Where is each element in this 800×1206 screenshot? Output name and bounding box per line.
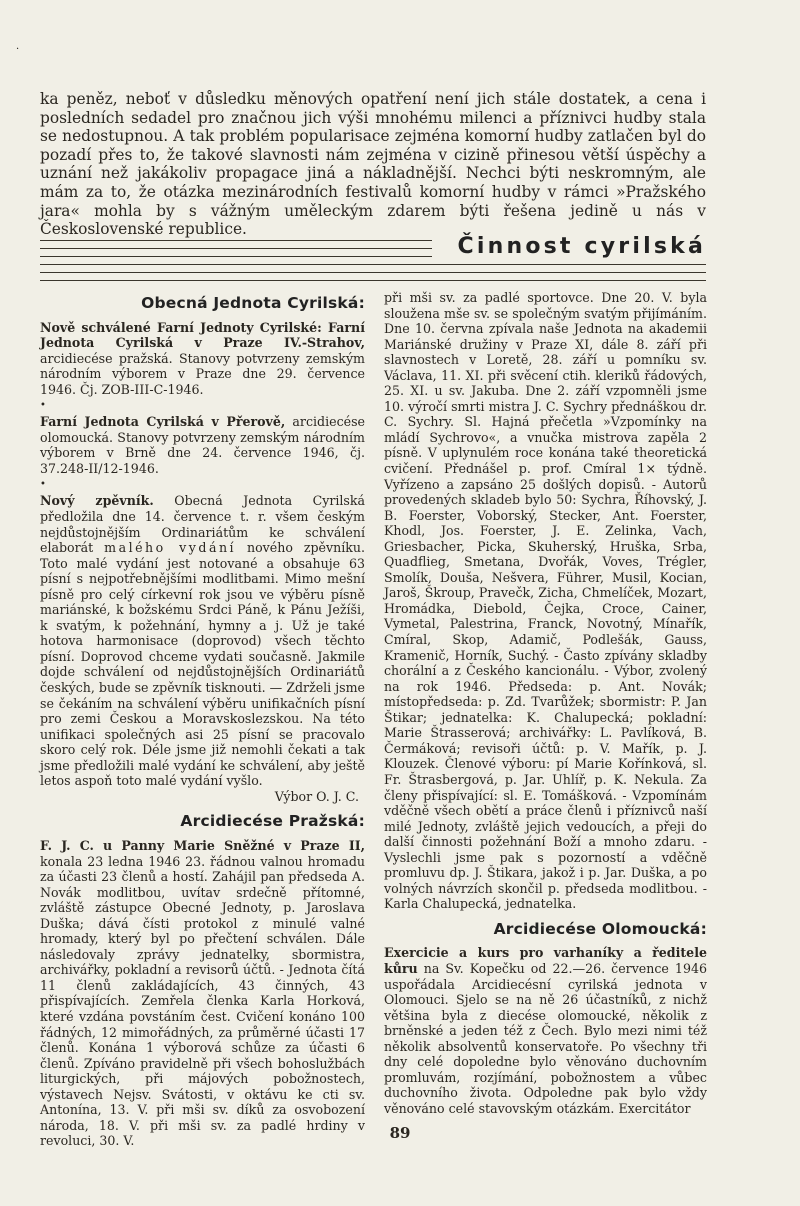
body-text: nového zpěvníku. Toto malé vydání jest notované a obsahuje 63 písní s nejpotřebnějšími modlitbami. Mimo mešní písně pro celý církevní rok jsou ve výběru písně mariánské, k božskému Srdci Páně, k Pánu Ježíši, k svatým, k požehnání, hymny a j. Už je také hotova harmonisace (doprovod) všech těchto písní. Doprovod chceme vydati současně. Jakmile dojde schválení od nejdůstojnějších Ordinariátů českých, bude se zpěvník tisknouti. — Zdrželi jsme se čekáním na schválení výběru unifikačních písní pro zemi Českou a Moravskoslezskou. Na této unifikaci společných asi 25 písní se pracovalo skoro celý rok. Déle jsme již nemohli čekati a tak jsme předložili malé vydání ke schválení, aby ještě letos aspoň toto malé vydání vyšlo. <box>40 540 365 789</box>
signature: Výbor O. J. C. <box>274 788 359 804</box>
bold-lead: F. J. C. u Panny Marie Sněžné v Praze II, <box>40 837 365 853</box>
page-number: 89 <box>389 1124 411 1142</box>
bold-lead: Exercicie a kurs pro varhaníky a ředitele kůru <box>384 945 707 976</box>
section-title: Činnost cyrilská <box>452 234 706 259</box>
bold-lead: Farní Jednota Cyrilská v Přerově, <box>40 414 286 430</box>
rule-line <box>40 272 706 273</box>
paragraph-exercicie <box>384 945 707 1116</box>
spaced-text: malého vydání <box>104 540 237 556</box>
body-text: Obecná Jednota Cyrilská předložila dne 14. července t. r. všem českým nejdůstojnějším Ordinariátům ke schválení elaborát <box>40 493 365 556</box>
bullet-mark: • <box>40 400 46 412</box>
body-text: arcidiecése pražská. Stanovy potvrzeny zemským národním výborem v Praze dne 29. července 1946. Čj. ZOB-III-C-1946. <box>40 350 365 397</box>
body-text: na Sv. Kopečku od 22.—26. července 1946 uspořádala Arcidiecésní cyrilská jednota v Olomouci. Sjelo se na ně 26 účastníků, z nichž většina byla z diecése olomoucké, několik z brněnské a jeden též z Čech. Bylo mezi nimi též několik absolventů konservatoře. Po všechny tři dny celé dopoledne bylo věnováno duchovním promluvám, rozjímání, pobožnostem a vůbec duchovního života. Odpoledne pak bylo vždy věnováno celé stavovským otázkám. Exercitátor <box>384 960 707 1116</box>
body-text: arcidiecése olomoucká. Stanovy potvrzeny zemským národním výborem v Brně dne 24. července 1946, čj. 37.248-II/12-1946. <box>40 414 366 476</box>
body-text: konala 23 ledna 1946 23. řádnou valnou hromadu za účasti 23 členů a hostí. Zahájil pan předseda A. Novák modlitbou, uvítav srdečně přítomné, zvláště zástupce Obecné Jednoty, p. Jaroslava Duška; dává čísti protokol z minulé valné hromady, který byl po přečtení schválen. Dále následovaly zprávy jednatelky, sbormistra, archivářky, pokladní a revisorů účtů. - Jednota čítá 11 členů zakládajících, 43 činných, 43 přispívajících. Zemřela členka Karla Horková, které vzdána povstáním čest. Cvičení konáno 100 řádných, 12 mimořádných, za průměrné účasti 17 členů. Konána 1 výborová schůze za účasti 6 členů. Zpíváno pravidelně při všech bohoslužbách liturgických, při májových pobožnostech, výstavech Nejsv. Svátosti, v oktávu ke cti sv. Antonína, 13. V. při mši sv. díků za osvobození národa, 18. V. při mši sv. za padlé hrdiny v revoluci, 30. V. <box>40 853 365 1149</box>
left-column <box>40 290 365 1149</box>
right-column <box>384 290 707 1116</box>
paragraph-new-hymnal <box>40 493 365 788</box>
paragraph-prerov <box>40 414 365 476</box>
rule-line <box>40 256 432 257</box>
heading-arcidiecese-olomoucka: Arcidiecése Olomoucká: <box>493 919 707 938</box>
paragraph-continuation: při mši sv. za padlé sportovce. Dne 20. V. byla sloužena mše sv. se společným svatým přijímáním. Dne 10. června zpívala naše Jednota na akademii Mariánské družiny v Praze XI, dále 8. září při slavnostech v Loretě, 28. září u pomníku sv. Václava, 11. XI. při svěcení ctih. kleriků řádových, 25. XI. u sv. Jakuba. Dne 2. září vzpomněli jsme 10. výročí smrti mistra J. C. Sychry přednáškou dr. C. Sychry. Sl. Hajná přečetla »Vzpomínky na mládí Sychrovo«, a vnučka mistrova zapěla 2 písně. V uplynulém roce konána také theoretická cvičení. Přednášel p. prof. Cmíral 1× týdně. Vyřízeno a zapsáno 25 došlých dopisů. - Autorů provedených skladeb bylo 50: Sychra, Říhovský, J. B. Foerster, Voborský, Stecker, Ant. Foerster, Khodl, Jos. Foerster, J. E. Zelinka, Vach, Griesbacher, Picka, Skuherský, Hruška, Srba, Quadflieg, Smetana, Dvořák, Voves, Trégler, Smolík, Douša, Nešvera, Führer, Musil, Kocian, Jaroš, Škroup, Pravečk, Zicha, Chmelíček, Mozart, Hromádka, Diebold, Čejka, Croce, Cainer, Vymetal, Palestrina, Franck, Novotný, Mínařík, Cmíral, Skop, Adamič, Podlešák, Gauss, Kramenič, Horník, Suchý. - Často zpívány skladby chorální a z Českého kancionálu. - Výbor, zvolený na rok 1946. Předseda: p. Ant. Novák; místopředseda: p. Zd. Tvarůžek; sbormistr: P. Jan Štikar; jednatelka: K. Chalupecká; pokladní: Marie Štrasserová; archivářky: L. Pavlíková, B. Čermáková; revisoři účtů: p. V. Mařík, p. J. Klouzek. Členové výboru: pí Marie Kořínková, sl. Fr. Štrasbergová, p. Jar. Uhlíř, p. K. Nekula. Za členy přispívající: sl. E. Tomášková. - Vzpomínám vděčně všech obětí a práce členů i příznivců naší milé Jednoty, zvláště jejich vedoucích, a přeji do další činnosti požehnání Boží a mnoho zdaru. - Vyslechli jsme pak s pozorností a vděčně promluvu dp. J. Štikara, jakož i p. Jar. Duška, a po volných návrzích skončil p. předseda modlitbou. - Karla Chalupecká, jednatelka. <box>384 290 707 912</box>
intro-paragraph: ka peněz, neboť v důsledku měnových opatření není jich stále dostatek, a cena i posledních sedadel pro značnou jich výši mnohému milenci a příznivci hudby stala se nedostupnou. A tak problém popularisace zejména komorní hudby zatlačen byl do pozadí přes to, že takové slavnosti nám zejména v cizině přinesou větší úspěchy a uznání než jakákoliv propagace jiná a nákladnější. Nechci býti neskromným, ale mám za to, že otázka mezinárodních festivalů komorní hudby v rámci »Pražského jara« mohla by s vážným uměleckým zdarem býti řešena jedině u nás v Československé republice. <box>40 90 706 239</box>
rule-line <box>40 264 706 265</box>
rule-line <box>40 248 432 249</box>
bullet-mark: • <box>40 479 46 491</box>
rule-line <box>40 280 706 281</box>
bold-lead: Nově schválené Farní Jednoty Cyrilské: Farní Jednota Cyrilská v Praze IV.-Strahov, <box>40 319 365 351</box>
paragraph-snezne <box>40 838 365 1149</box>
heading-arcidiecese-prazska: Arcidiecése Pražská: <box>180 812 365 831</box>
page-speck: · <box>16 44 20 55</box>
paragraph-new-unions <box>40 320 365 398</box>
bold-lead: Nový zpěvník. <box>40 493 154 509</box>
heading-obecna-jednota: Obecná Jednota Cyrilská: <box>141 294 365 312</box>
rule-line <box>40 240 432 241</box>
